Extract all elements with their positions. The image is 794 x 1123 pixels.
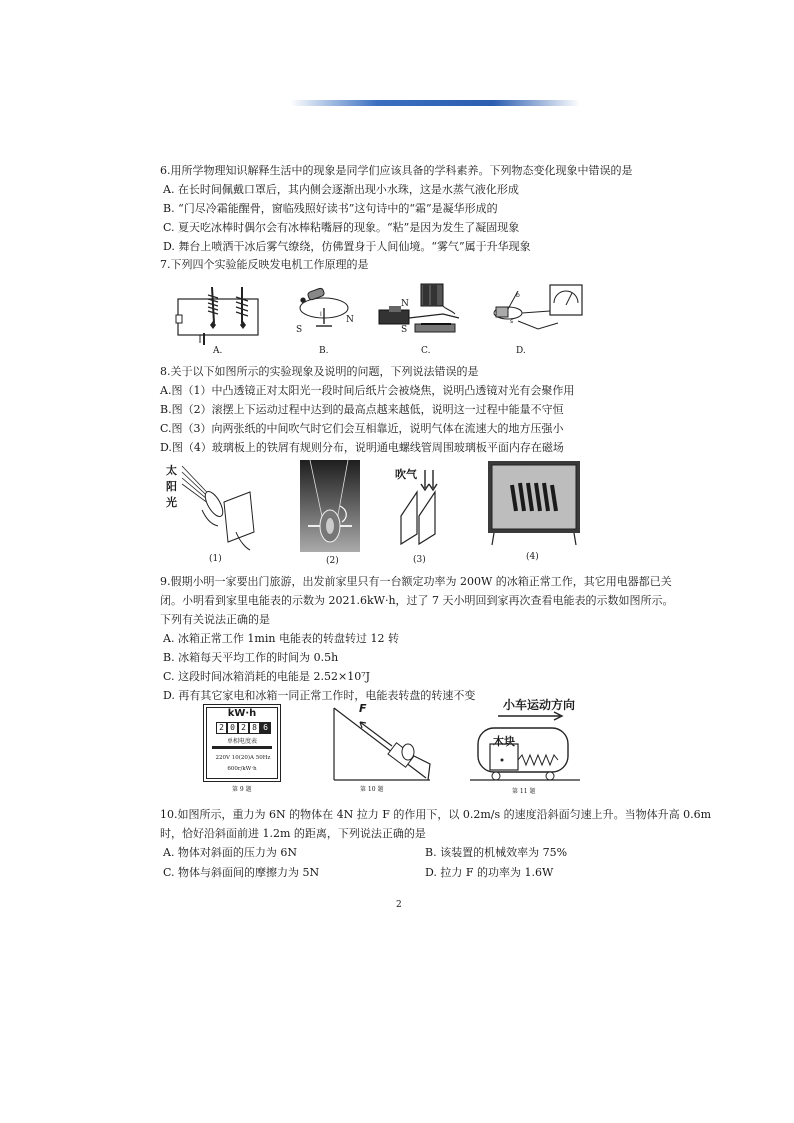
block-label: 木块 — [493, 735, 515, 748]
q8-figure-4 — [486, 459, 582, 549]
meter-digit: 2 — [238, 722, 249, 734]
q6-option-b: B. “门尽冷霜能醒骨，窗临残照好读书”这句诗中的“霜”是凝华形成的 — [163, 202, 498, 215]
meter-digit: 2 — [216, 722, 227, 734]
sun-label-2: 阳 — [166, 480, 177, 493]
q8-figure-2 — [300, 460, 360, 552]
q9-stem-line1: 9.假期小明一家要出门旅游，出发前家里只有一台额定功率为 200W 的冰箱正常工作，其它用电器都已关 — [160, 575, 672, 588]
q8-option-b: B.图（2）滚摆上下运动过程中达到的最高点越来越低，说明这一过程中能量不守恒 — [160, 403, 564, 416]
q8-option-a: A.图（1）中凸透镜正对太阳光一段时间后纸片会被烧焦，说明凸透镜对光有会聚作用 — [160, 384, 575, 397]
q8-fig1-label: (1) — [209, 554, 222, 564]
q8-fig4-label: (4) — [526, 552, 539, 562]
blow-label: 吹气 — [395, 468, 417, 481]
q9-option-c: C. 这段时间冰箱消耗的电能是 2.52×10⁷J — [163, 670, 371, 683]
q9-option-b: B. 冰箱每天平均工作的时间为 0.5h — [163, 651, 339, 664]
sun-label-3: 光 — [166, 496, 177, 509]
q10-option-b: B. 该装置的机械效率为 75% — [425, 846, 568, 859]
q9-stem-line3: 下列有关说法正确的是 — [160, 613, 270, 626]
incline-force-label: F — [359, 702, 367, 715]
q6-option-a: A. 在长时间佩戴口罩后，其内侧会逐渐出现小水珠，这是水蒸气液化形成 — [163, 183, 519, 196]
meter-digit: 8 — [249, 722, 260, 734]
scan-artifact — [290, 100, 580, 106]
q7-b-pole-n: N — [346, 315, 354, 325]
svg-text:b: b — [516, 292, 520, 299]
meter-caption: 第 9 题 — [232, 786, 252, 793]
q9-stem-line2: 闭。小明看到家里电能表的示数为 2021.6kW·h，过了 7 天小明回到家再次查看电能表的示数如图所示。 — [160, 594, 674, 607]
q8-figure-1 — [180, 462, 260, 552]
q8-fig3-label: (3) — [413, 555, 426, 565]
q6-option-d: D. 舞台上喷洒干冰后雾气缭绕，仿佛置身于人间仙境。“雾气”属于升华现象 — [163, 240, 531, 253]
q10-option-a: A. 物体对斜面的压力为 6N — [163, 846, 298, 859]
q7-figure-c — [373, 280, 463, 342]
q8-figure-3 — [395, 470, 445, 550]
svg-text:s: s — [510, 318, 514, 325]
q9-option-a: A. 冰箱正常工作 1min 电能表的转盘转过 12 转 — [163, 632, 399, 645]
q7-figure-d — [488, 283, 588, 345]
q7-c-pole-n: N — [401, 299, 409, 309]
q7-label-b: B. — [319, 346, 329, 356]
q7-c-pole-s: S — [401, 325, 408, 335]
svg-text:I: I — [320, 311, 322, 318]
meter-disc — [212, 746, 272, 749]
incline-caption: 第 10 题 — [360, 786, 384, 793]
cart-direction-label: 小车运动方向 — [503, 698, 576, 712]
q10-stem-line1: 10.如图所示，重力为 6N 的物体在 4N 拉力 F 的作用下，以 0.2m/s 的速度沿斜面匀速上升。当物体升高 0.6m — [160, 808, 712, 821]
q8-option-c: C.图（3）向两张纸的中间吹气时它们会互相靠近，说明气体在流速大的地方压强小 — [160, 422, 564, 435]
q7-b-pole-s: S — [296, 325, 303, 335]
q8-option-d: D.图（4）玻璃板上的铁屑有规则分布，说明通电螺线管周围玻璃板平面内存在磁场 — [160, 441, 564, 454]
q10-option-c: C. 物体与斜面间的摩擦力为 5N — [163, 866, 320, 879]
cart-caption: 第 11 题 — [512, 788, 536, 795]
q8-stem: 8.关于以下如图所示的实验现象及说明的问题，下列说法错误的是 — [160, 365, 479, 378]
meter-unit: kW·h — [227, 708, 257, 719]
q8-fig2-label: (2) — [326, 556, 339, 566]
electricity-meter — [203, 704, 281, 782]
meter-digit-decimal: 6 — [260, 722, 271, 734]
meter-rev: 600r/kW·h — [227, 766, 257, 772]
q9-option-d: D. 再有其它家电和冰箱一同正常工作时，电能表转盘的转速不变 — [163, 689, 476, 702]
q6-option-c: C. 夏天吃冰棒时偶尔会有冰棒粘嘴唇的现象。“粘”是因为发生了凝固现象 — [163, 221, 520, 234]
meter-digit: 0 — [227, 722, 238, 734]
q6-stem: 6.用所学物理知识解释生活中的现象是同学们应该具备的学科素养。下列物态变化现象中错误的是 — [160, 164, 633, 177]
q7-stem: 7.下列四个实验能反映发电机工作原理的是 — [160, 258, 369, 271]
q10-option-d: D. 拉力 F 的功率为 1.6W — [425, 866, 554, 879]
q7-figure-a — [170, 285, 270, 347]
meter-digits — [216, 722, 271, 734]
page-number: 2 — [396, 900, 402, 910]
q10-stem-line2: 时，恰好沿斜面前进 1.2m 的距离，下列说法正确的是 — [160, 827, 426, 840]
incline-figure — [330, 704, 440, 784]
sun-label-1: 太 — [166, 464, 177, 477]
meter-specs: 220V 10(20)A 50Hz — [215, 755, 271, 761]
q7-label-c: C. — [421, 346, 431, 356]
cart-figure — [470, 708, 580, 784]
q7-label-a: A. — [213, 346, 223, 356]
meter-name: 单相电度表 — [226, 738, 257, 745]
q7-label-d: D. — [516, 346, 526, 356]
svg-text:●: ● — [300, 296, 307, 304]
